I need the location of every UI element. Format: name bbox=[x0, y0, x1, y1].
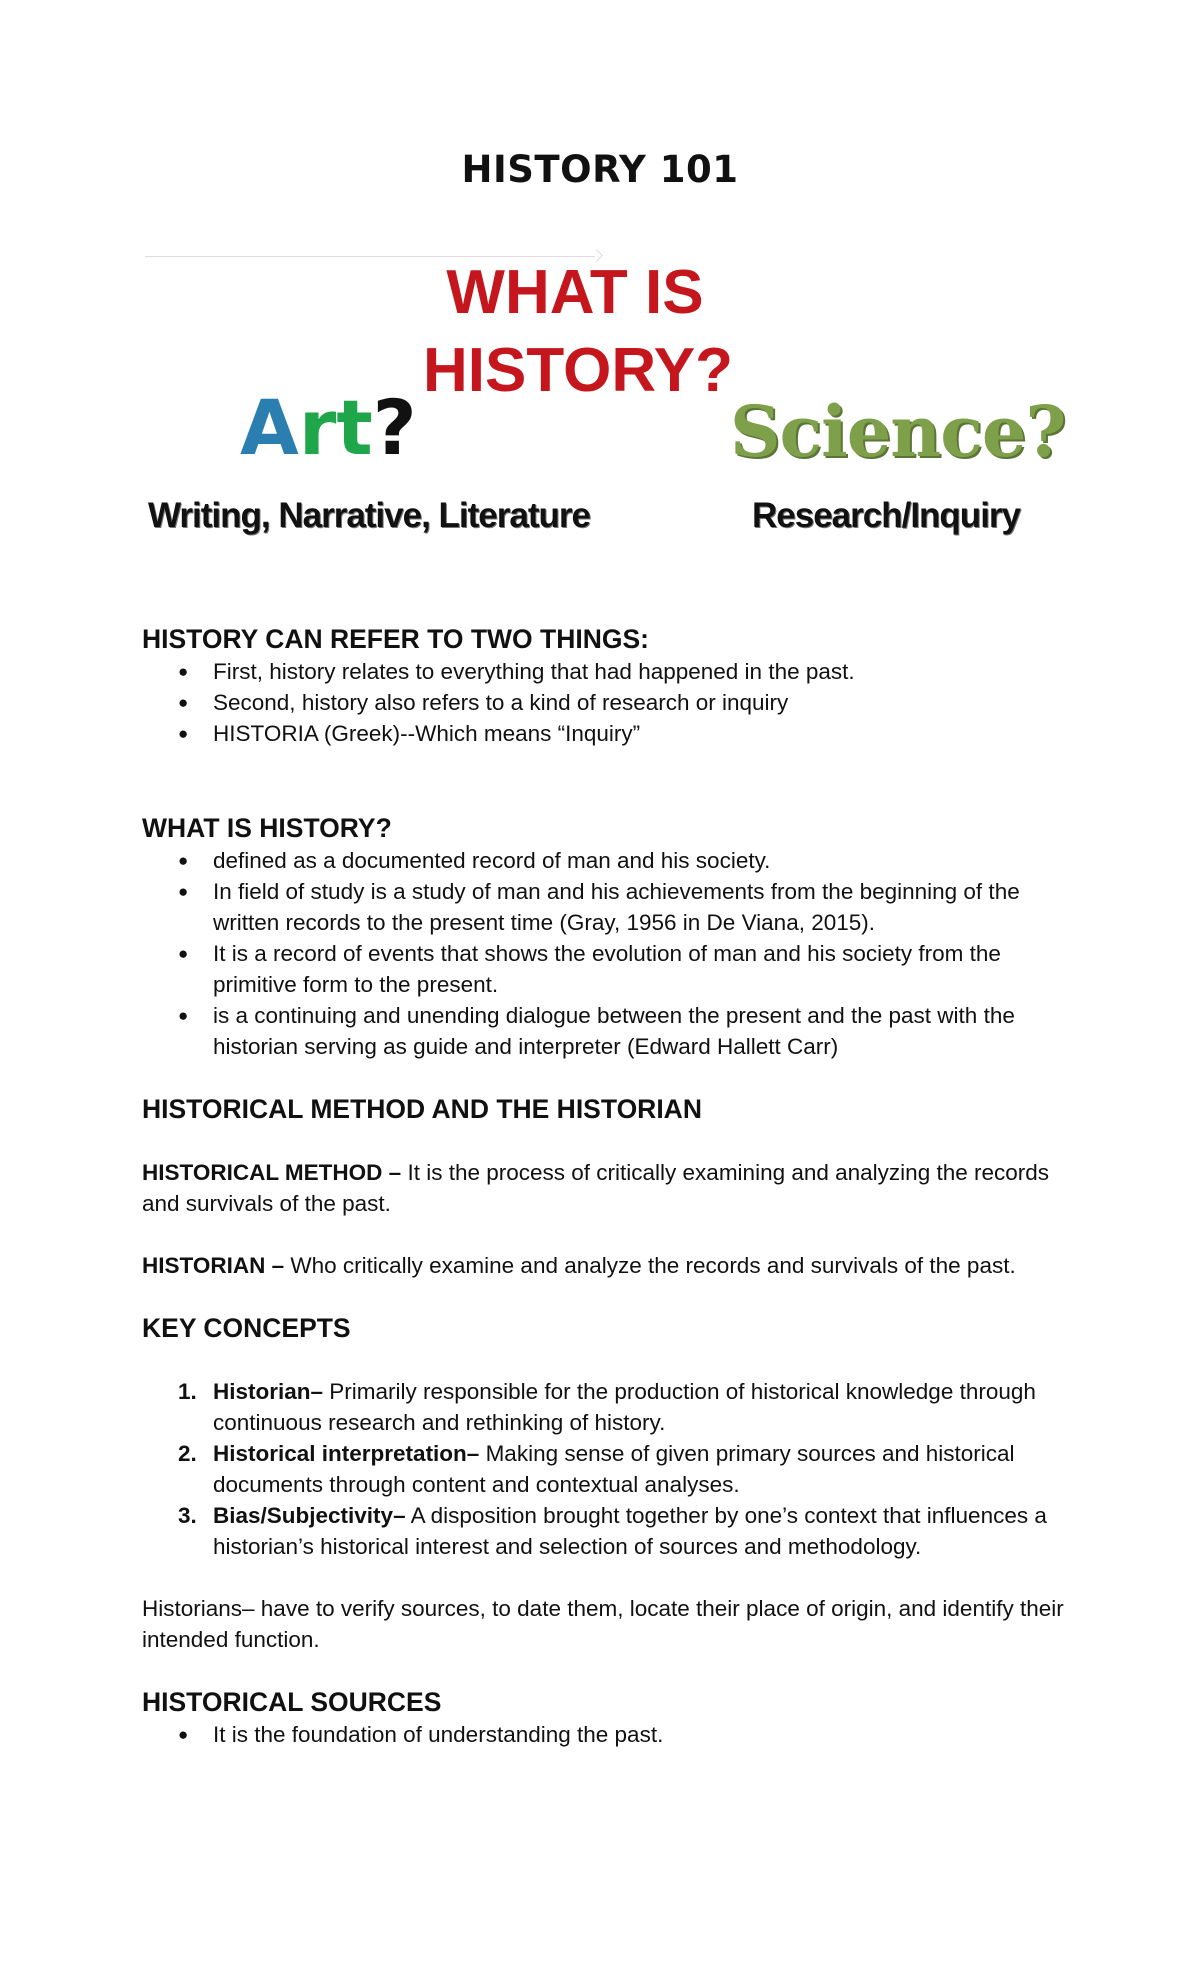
list-number: 1. bbox=[178, 1379, 197, 1404]
method-definition bbox=[142, 1157, 1072, 1219]
section-heading: HISTORICAL SOURCES bbox=[142, 1687, 442, 1717]
term: Historian– bbox=[213, 1379, 324, 1404]
historians-note: Historians– have to verify sources, to date them, locate their place of origin, and identify their intended function. bbox=[142, 1596, 1064, 1652]
historian-definition bbox=[142, 1250, 1072, 1281]
banner-history-question: HISTORY? bbox=[422, 336, 734, 405]
section-historical-sources bbox=[142, 1685, 1072, 1750]
definition: A disposition brought together by one’s context that influences a historian’s historical interest and selection of sources and methodology. bbox=[213, 1503, 1047, 1559]
definition: Primarily responsible for the production of historical knowledge through continuous research and rethinking of history. bbox=[213, 1379, 1036, 1435]
list-item: ● is a continuing and unending dialogue between the present and the past with the historian serving as guide and interpreter (Edward Hallett Carr) bbox=[142, 1000, 1072, 1062]
banner-what-is: WHAT IS bbox=[446, 258, 704, 327]
banner-art-letter: A bbox=[240, 383, 299, 472]
section-heading: KEY CONCEPTS bbox=[142, 1313, 351, 1343]
section-historical-method bbox=[142, 1092, 1072, 1281]
banner-science-question: Science? bbox=[730, 390, 1066, 473]
banner-art-letter: t bbox=[336, 383, 373, 472]
list-item bbox=[142, 1500, 1072, 1562]
list-number: 3. bbox=[178, 1503, 197, 1528]
bullet-list bbox=[142, 845, 1072, 1062]
definition: It is the process of critically examining and analyzing the records and survivals of the past. bbox=[142, 1160, 1050, 1216]
definition: Who critically examine and analyze the records and survivals of the past. bbox=[284, 1253, 1016, 1278]
list-item: ● In field of study is a study of man and his achievements from the beginning of the written records to the present time (Gray, 1956 in De Viana, 2015). bbox=[142, 876, 1072, 938]
term: HISTORICAL METHOD – bbox=[142, 1160, 402, 1185]
list-item: ● It is a record of events that shows the evolution of man and his society from the primitive form to the present. bbox=[142, 938, 1072, 1000]
what-is-history-banner-image bbox=[140, 240, 1070, 560]
document-body bbox=[142, 622, 1072, 1750]
banner-divider-line bbox=[145, 256, 595, 257]
definition: Making sense of given primary sources and historical documents through content and contextual analyses. bbox=[213, 1441, 1015, 1497]
section-two-things bbox=[142, 622, 1072, 749]
list-item: ● defined as a documented record of man and his society. bbox=[142, 845, 1072, 876]
list-item: ● HISTORIA (Greek)--Which means “Inquiry” bbox=[142, 718, 1072, 749]
document-title: HISTORY 101 bbox=[461, 148, 739, 191]
banner-art-letter: ? bbox=[372, 383, 417, 472]
section-key-concepts bbox=[142, 1311, 1072, 1655]
section-heading: HISTORICAL METHOD AND THE HISTORIAN bbox=[142, 1094, 702, 1124]
bullet-list bbox=[142, 1719, 1072, 1750]
list-item: ● It is the foundation of understanding the past. bbox=[142, 1719, 1072, 1750]
section-heading: WHAT IS HISTORY? bbox=[142, 813, 392, 843]
section-heading: HISTORY CAN REFER TO TWO THINGS: bbox=[142, 624, 649, 654]
bullet-list bbox=[142, 656, 1072, 749]
banner-science-caption: Research/Inquiry bbox=[752, 496, 1020, 535]
banner-art-caption: Writing, Narrative, Literature bbox=[148, 496, 590, 535]
banner-art-question bbox=[240, 383, 417, 472]
list-item bbox=[142, 1438, 1072, 1500]
section-what-is-history bbox=[142, 811, 1072, 1062]
term: HISTORIAN – bbox=[142, 1253, 285, 1278]
list-item: ● First, history relates to everything that had happened in the past. bbox=[142, 656, 1072, 687]
list-number: 2. bbox=[178, 1441, 197, 1466]
list-item bbox=[142, 1376, 1072, 1438]
list-item: ● Second, history also refers to a kind of research or inquiry bbox=[142, 687, 1072, 718]
numbered-list bbox=[142, 1376, 1072, 1562]
banner-art-letter: r bbox=[298, 383, 337, 472]
term: Bias/Subjectivity– bbox=[213, 1503, 406, 1528]
term: Historical interpretation– bbox=[213, 1441, 480, 1466]
